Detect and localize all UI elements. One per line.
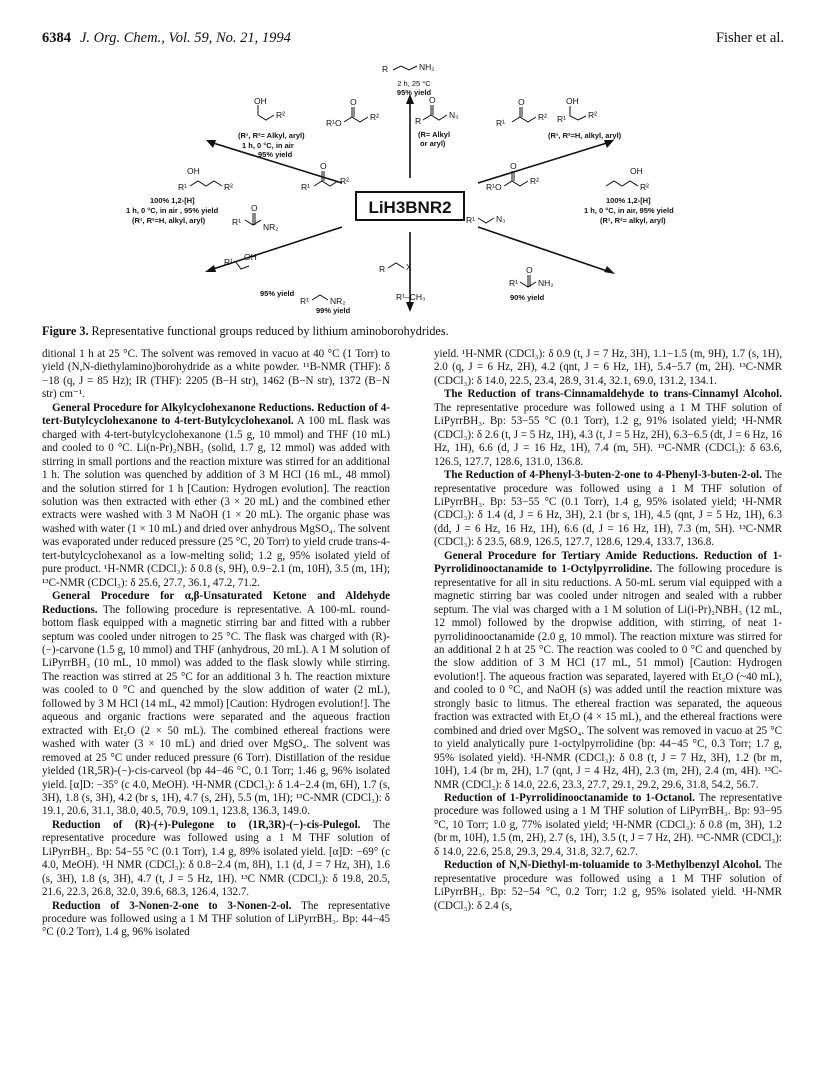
svg-text:OH: OH (187, 166, 200, 176)
svg-text:N₃: N₃ (449, 110, 459, 120)
svg-text:O: O (510, 161, 517, 171)
paragraph (434, 469, 782, 550)
svg-text:OH: OH (566, 96, 579, 106)
paragraph-text: The following procedure is representative. A 100-mL round-bottom flask equipped with a magnetic stirring bar and fitted with a rubber septum was cooled under nitrogen to 25 °C. The flask was charged with (R)-(−)-carvone (1.5 g, 10 mmol) and THF (anhydrous, 20 mL). A 1 M solution of LiPyrrBH₃ (10 mL, 10 mmol) was added to the flask slowly while stirring. The reaction was stirred at 25 °C for an additional 3 h. The reaction mixture was cooled to 0 °C and quenched by the slow addition of water (2 mL), followed by 3 M HCl (14 mL, 42 mmol) [Caution: Hydrogen evolution!]. The aqueous and organic fractions were separated and the aqueous fraction extracted with Et₂O (2 × 50 mL). The combined ethereal fractions were washed with water (3 × 10 mL) and dried over MgSO₄. The solvent was removed at 25 °C under reduced pressure (6 Torr). Distillation of the residue yielded (1R,5R)-(−)-cis-carveol (bp 44−46 °C, 0.1 Torr; 1.46 g, 96% isolated yield. [α]D: −35° (c 4.0, MeOH). ¹H-NMR (CDCl₃): δ 1.4−2.4 (m, 6H), 1.7 (s, 3H), 1.8 (s, 3H), 4.2 (br s, 1H), 4.7 (s, 2H), 5.5 (m, 1H); ¹³C-NMR (CDCl₃): δ 19.1, 20.6, 31.1, 38.0, 40.5, 70.9, 109.1, 123.8, 136.3, 149.0. (42, 603, 391, 818)
figure-caption (42, 324, 782, 339)
bl-yield: 95% yield (260, 289, 295, 298)
svg-text:R²: R² (530, 176, 539, 186)
paragraph (42, 900, 390, 940)
journal-volume: Vol. 59, (168, 30, 213, 46)
svg-text:N₃: N₃ (496, 214, 506, 224)
svg-text:R²: R² (588, 110, 597, 120)
page-number: 6384 (42, 30, 71, 46)
svg-text:NH₂: NH₂ (538, 278, 554, 288)
journal-issue: No. 21, 1994 (216, 30, 291, 46)
top-condition-yield: 95% yield (396, 88, 432, 97)
svg-text:R¹: R¹ (466, 215, 475, 225)
section-heading: Reduction of 1-Pyrrolidinooctanamide to 1-Octanol. (444, 791, 695, 804)
paragraph-text: The representative procedure was followed using a 1 M THF solution of LiPyrrBH₃. Bp: 93−95 °C, 10 Torr; 1.0 g, 77% isolated yield; ¹H-NMR (CDCl₃): δ 0.8 (m, 3H), 1.2 (br m, 10H), 1.5 (m, 2H), 2.7 (s, 1H), 3.5 (t, J = 7 Hz, 2H). ¹³C-NMR (CDCl₃): δ 14.0, 22.6, 25.8, 29.3, 29.4, 31.8, 32.7, 62.7. (434, 791, 782, 858)
azide-note-2: or aryl) (420, 139, 446, 148)
svg-text:OH: OH (630, 166, 643, 176)
reagent-label: LiH3BNR2 (368, 198, 452, 217)
svg-text:R²: R² (538, 112, 547, 122)
svg-text:R¹: R¹ (224, 257, 233, 267)
figure-caption-label: Figure 3. (42, 324, 89, 338)
svg-text:R¹: R¹ (178, 182, 187, 192)
svg-text:R¹: R¹ (301, 182, 310, 192)
paragraph (434, 388, 782, 469)
tl-yield: 95% yield (258, 150, 293, 159)
paragraph (42, 590, 390, 819)
section-heading: Reduction of N,N-Diethyl-m-toluamide to 3-Methylbenzyl Alcohol. (444, 859, 762, 872)
svg-text:R²: R² (224, 182, 233, 192)
svg-text:OH: OH (254, 96, 267, 106)
svg-text:NR₂: NR₂ (330, 296, 346, 306)
svg-text:R¹: R¹ (509, 278, 518, 288)
svg-text:O: O (320, 161, 327, 171)
paragraph-text: The representative procedure was followed using a 1 M THF solution of LiPyrrBH₃. Bp: 44−45 °C (0.2 Torr), 1.4 g, 96% isolated (42, 899, 391, 939)
section-heading: General Procedure for α,β-Unsaturated Ketone and Aldehyde Reductions. (42, 590, 390, 616)
svg-text:NH₂: NH₂ (419, 62, 435, 72)
top-condition-time: 2 h, 25 °C (397, 79, 431, 88)
paragraph-text: The representative procedure was followed using a 1 M THF solution of LiPyrrBH₃. Bp: 52−54 °C, 0.2 Torr; 1.2 g, 95% isolated yield. ¹H-NMR (CDCl₃): δ 2.4 (s, (434, 859, 782, 912)
svg-text:R¹: R¹ (232, 217, 241, 227)
rr-selectivity: 100% 1,2-[H] (606, 196, 651, 205)
paragraph (434, 348, 782, 388)
svg-text:R²: R² (640, 182, 649, 192)
tr-substituents: (R¹, R²=H, alkyl, aryl) (548, 131, 622, 140)
svg-text:R¹: R¹ (496, 118, 505, 128)
svg-text:O: O (251, 203, 258, 213)
figure-caption-text: Representative functional groups reduced by lithium aminoborohydrides. (91, 324, 449, 338)
ll-selectivity: 100% 1,2-[H] (150, 196, 195, 205)
paragraph-text: The representative procedure was followed using a 1 M THF solution of LiPyrrBH₃. Bp: 53−55 °C (0.1 Torr), 1.2 g, 91% isolated yield; ¹H-NMR (CDCl₃): δ 2.6 (t, J = 5 Hz, 1H), 4.3 (t, J = 5 Hz, 2H), 6.3−6.5 (dt, J = 6 Hz, 16 Hz, 1H), 6.6 (d, J = 16 Hz, 1H), 7.4 (m, 5H). ¹³C-NMR (CDCl₃): δ 63.6, 126.5, 127.7, 128.6, 131.0, 136.8. (434, 401, 782, 468)
svg-text:O: O (350, 97, 357, 107)
svg-text:R: R (382, 64, 389, 74)
br-yield: 90% yield (510, 293, 545, 302)
svg-text:O: O (429, 95, 436, 105)
svg-text:R: R (415, 116, 422, 126)
paragraph-text: ditional 1 h at 25 °C. The solvent was removed in vacuo at 40 °C (1 Torr) to yield (N,N-diethylamino)borohydride as a white powder. ¹¹B-NMR (THF): δ −18 (q, J = 85 Hz); IR (THF): 2205 (B−H str), 1462 (B−N str), 1372 (B−N str) cm⁻¹. (42, 348, 390, 401)
section-heading: General Procedure for Tertiary Amide Reductions. Reduction of 1-Pyrrolidinooctanamide to 1-Octylpyrrolidine. (434, 549, 782, 576)
svg-text:OH: OH (244, 252, 257, 262)
paragraph (434, 792, 782, 859)
running-authors: Fisher et al. (715, 30, 784, 46)
paragraph (42, 402, 390, 590)
svg-text:R¹: R¹ (300, 296, 309, 306)
svg-text:O: O (518, 97, 525, 107)
svg-text:R²: R² (370, 112, 379, 122)
paragraph-text: The representative procedure was followed using a 1 M THF solution of LiPyrrBH₃. Bp: 54−55 °C (0.1 Torr), 1.4 g, 89% isolated yield. [α]D: −69° (c 4.0, MeOH). ¹H NMR (CDCl₃): δ 0.8−2.4 (m, 8H), 1.1 (d, J = 7 Hz, 3H), 1.6 (s, 3H), 1.8 (s, 3H), 4.7 (t, J = 5 Hz, 1H). ¹³C NMR (CDCl₃): δ 19.8, 20.5, 21.6, 22.3, 26.8, 32.0, 39.6, 68.3, 126.4, 132.7. (42, 818, 390, 899)
svg-text:NR₂: NR₂ (263, 222, 279, 232)
journal-citation (80, 30, 291, 47)
svg-text:R¹O: R¹O (486, 182, 502, 192)
alkane-product: R¹–CH₃ (396, 292, 426, 302)
reaction-scheme-figure (110, 60, 730, 322)
tl-substituents: (R¹, R²= Alkyl, aryl) (238, 131, 305, 140)
section-heading: Reduction of (R)-(+)-Pulegone to (1R,3R)-(−)-cis-Pulegol. (52, 818, 361, 831)
svg-text:R²: R² (340, 176, 349, 186)
rr-conditions: 1 h, 0 °C, in air, 95% yield (584, 206, 674, 215)
svg-text:X: X (406, 262, 412, 272)
structure-atom-labels (178, 62, 649, 306)
azide-note-1: (R= Alkyl (418, 130, 451, 139)
paragraph-text: The representative procedure was followed using a 1 M THF solution of LiPyrrBH₃. Bp: 53−55 °C (0.1 Torr), 1.4 g, 95% isolated yield; ¹H-NMR (CDCl₃): δ 1.4 (d, J = 6 Hz, 3H), 2.1 (br s, 1H), 4.5 (qnt, J = 5 Hz, 1H), 6.3 (dd, J = 6 Hz, 16 Hz, 1H), 6.6 (d, J = 16 Hz, 1H), 7.3 (m, 5H). ¹³C-NMR (CDCl₃): δ 23.5, 68.9, 126.5, 127.7, 128.6, 129.4, 133.7, 136.8. (434, 469, 783, 549)
svg-text:O: O (526, 265, 533, 275)
section-heading: The Reduction of 4-Phenyl-3-buten-2-one to 4-Phenyl-3-buten-2-ol. (444, 469, 762, 482)
section-heading: The Reduction of trans-Cinnamaldehyde to trans-Cinnamyl Alcohol. (444, 388, 782, 401)
right-column (434, 348, 782, 913)
paragraph-text: yield. ¹H-NMR (CDCl₃): δ 0.9 (t, J = 7 Hz, 3H), 1.1−1.5 (m, 9H), 1.7 (s, 1H), 2.0 (q, J = 6 Hz, 2H), 4.2 (qnt, J = 6 Hz, 1H), 5.4−5.7 (m, 2H). ¹³C-NMR (CDCl₃): δ 14.0, 22.5, 23.4, 28.9, 31.4, 32.1, 69.0, 131.2, 134.1. (434, 348, 782, 387)
ll-substituents: (R¹, R²=H, alkyl, aryl) (132, 216, 206, 225)
journal-name: J. Org. Chem., (80, 30, 165, 46)
amine-yield: 99% yield (316, 306, 351, 315)
page-header (42, 30, 784, 50)
paragraph-text: The following procedure is representative for all in situ reductions. A 50-mL serum vial equipped with a magnetic stirring bar was cooled under nitrogen and sealed with a rubber septum. The vial was charged with a 1 M solution of Li(i-Pr)₂NBH₃ (12 mL, 12 mmol) followed by the dropwise addition, with stirring, of neat 1-pyrrolidinooctanamide (2.0 g, 10 mmol). The reaction mixture was stirred for an additional 2 h at 25 °C. The reaction was cooled to 0 °C and quenched by the slow addition of 3 M HCl (17 mL, 51 mmol) [Caution: Hydrogen evolution!]. The aqueous fraction was separated, layered with Et₂O (~40 mL), and cooled to 0 °C, and NaOH (s) was added until the reaction mixture was strongly basic to litmus. The ethereal fraction was separated, the aqueous fraction was extracted with Et₂O (4 × 15 mL), and the ethereal fractions were combined and dried over MgSO₄. The solvent was removed in vacuo at 25 °C to yield analytically pure 1-octylpyrrolidine (bp: 44−45 °C, 0.3 Torr; 1.7 g, 95% isolated yield). ¹H-NMR (CDCl₃): δ 0.8 (t, J = 7 Hz, 3H), 1.2 (br m, 10H), 1.4 (br m, 2H), 1.7 (qnt, J = 4 Hz, 4H), 2.3 (m, 2H), 2.4 (m, 4H). ¹³C-NMR (CDCl₃): δ 14.0, 22.6, 23.3, 27.7, 29.1, 29.2, 29.6, 31.8, 54.2, 56.7. (434, 563, 783, 791)
svg-text:R¹O: R¹O (326, 118, 342, 128)
paragraph (434, 550, 782, 792)
svg-text:R: R (379, 264, 386, 274)
svg-text:R¹: R¹ (557, 114, 566, 124)
paragraph (434, 859, 782, 913)
ll-conditions: 1 h, 0 °C, in air , 95% yield (126, 206, 219, 215)
section-heading: Reduction of 3-Nonen-2-one to 3-Nonen-2-ol. (52, 899, 292, 912)
section-heading: General Procedure for Alkylcyclohexanone Reductions. Reduction of 4-tert-Butylcyclohexanone to 4-tert-Butylcyclohexanol. (42, 401, 390, 428)
rr-substituents: (R¹, R²= alkyl, aryl) (600, 216, 666, 225)
left-column (42, 348, 390, 940)
svg-text:R²: R² (276, 110, 285, 120)
paragraph (42, 819, 390, 900)
tl-conditions: 1 h, 0 °C, in air (242, 141, 294, 150)
paragraph (42, 348, 390, 402)
paragraph-text: A 100 mL flask was charged with 4-tert-butylcyclohexanone (1.5 g, 10 mmol) and THF (10 mL) and cooled to 0 °C. Li(n-Pr)₂NBH₃ (solid, 1.7 g, 12 mmol) was added with stirring in small portions and the reaction mixture was stirred for an additional 1 h. The solution was quenched by addition of 3 M HCl (16 mL, 48 mmol) and the solution stirred for 1 h [Caution: Hydrogen evolution]. The reaction solution was then extracted with ether (3 × 20 mL) and the combined ether extracts were washed with 3 M NaOH (1 × 20 mL). The organic phase was washed with water (1 × 10 mL) and dried over anhydrous MgSO₄. The solvent was evaporated under reduced pressure (25 °C, 20 Torr) to yield crude trans-4-tert-butylcyclohexanol as a low-melting solid; 1.2 g, 95% isolated yield of pure product. ¹H-NMR (CDCl₃): δ 0.8 (s, 9H), 0.9−2.1 (m, 10H), 3.5 (m, 1H); ¹³C-NMR (CDCl₃): δ 25.6, 27.7, 36.1, 47.2, 71.2. (42, 415, 390, 589)
